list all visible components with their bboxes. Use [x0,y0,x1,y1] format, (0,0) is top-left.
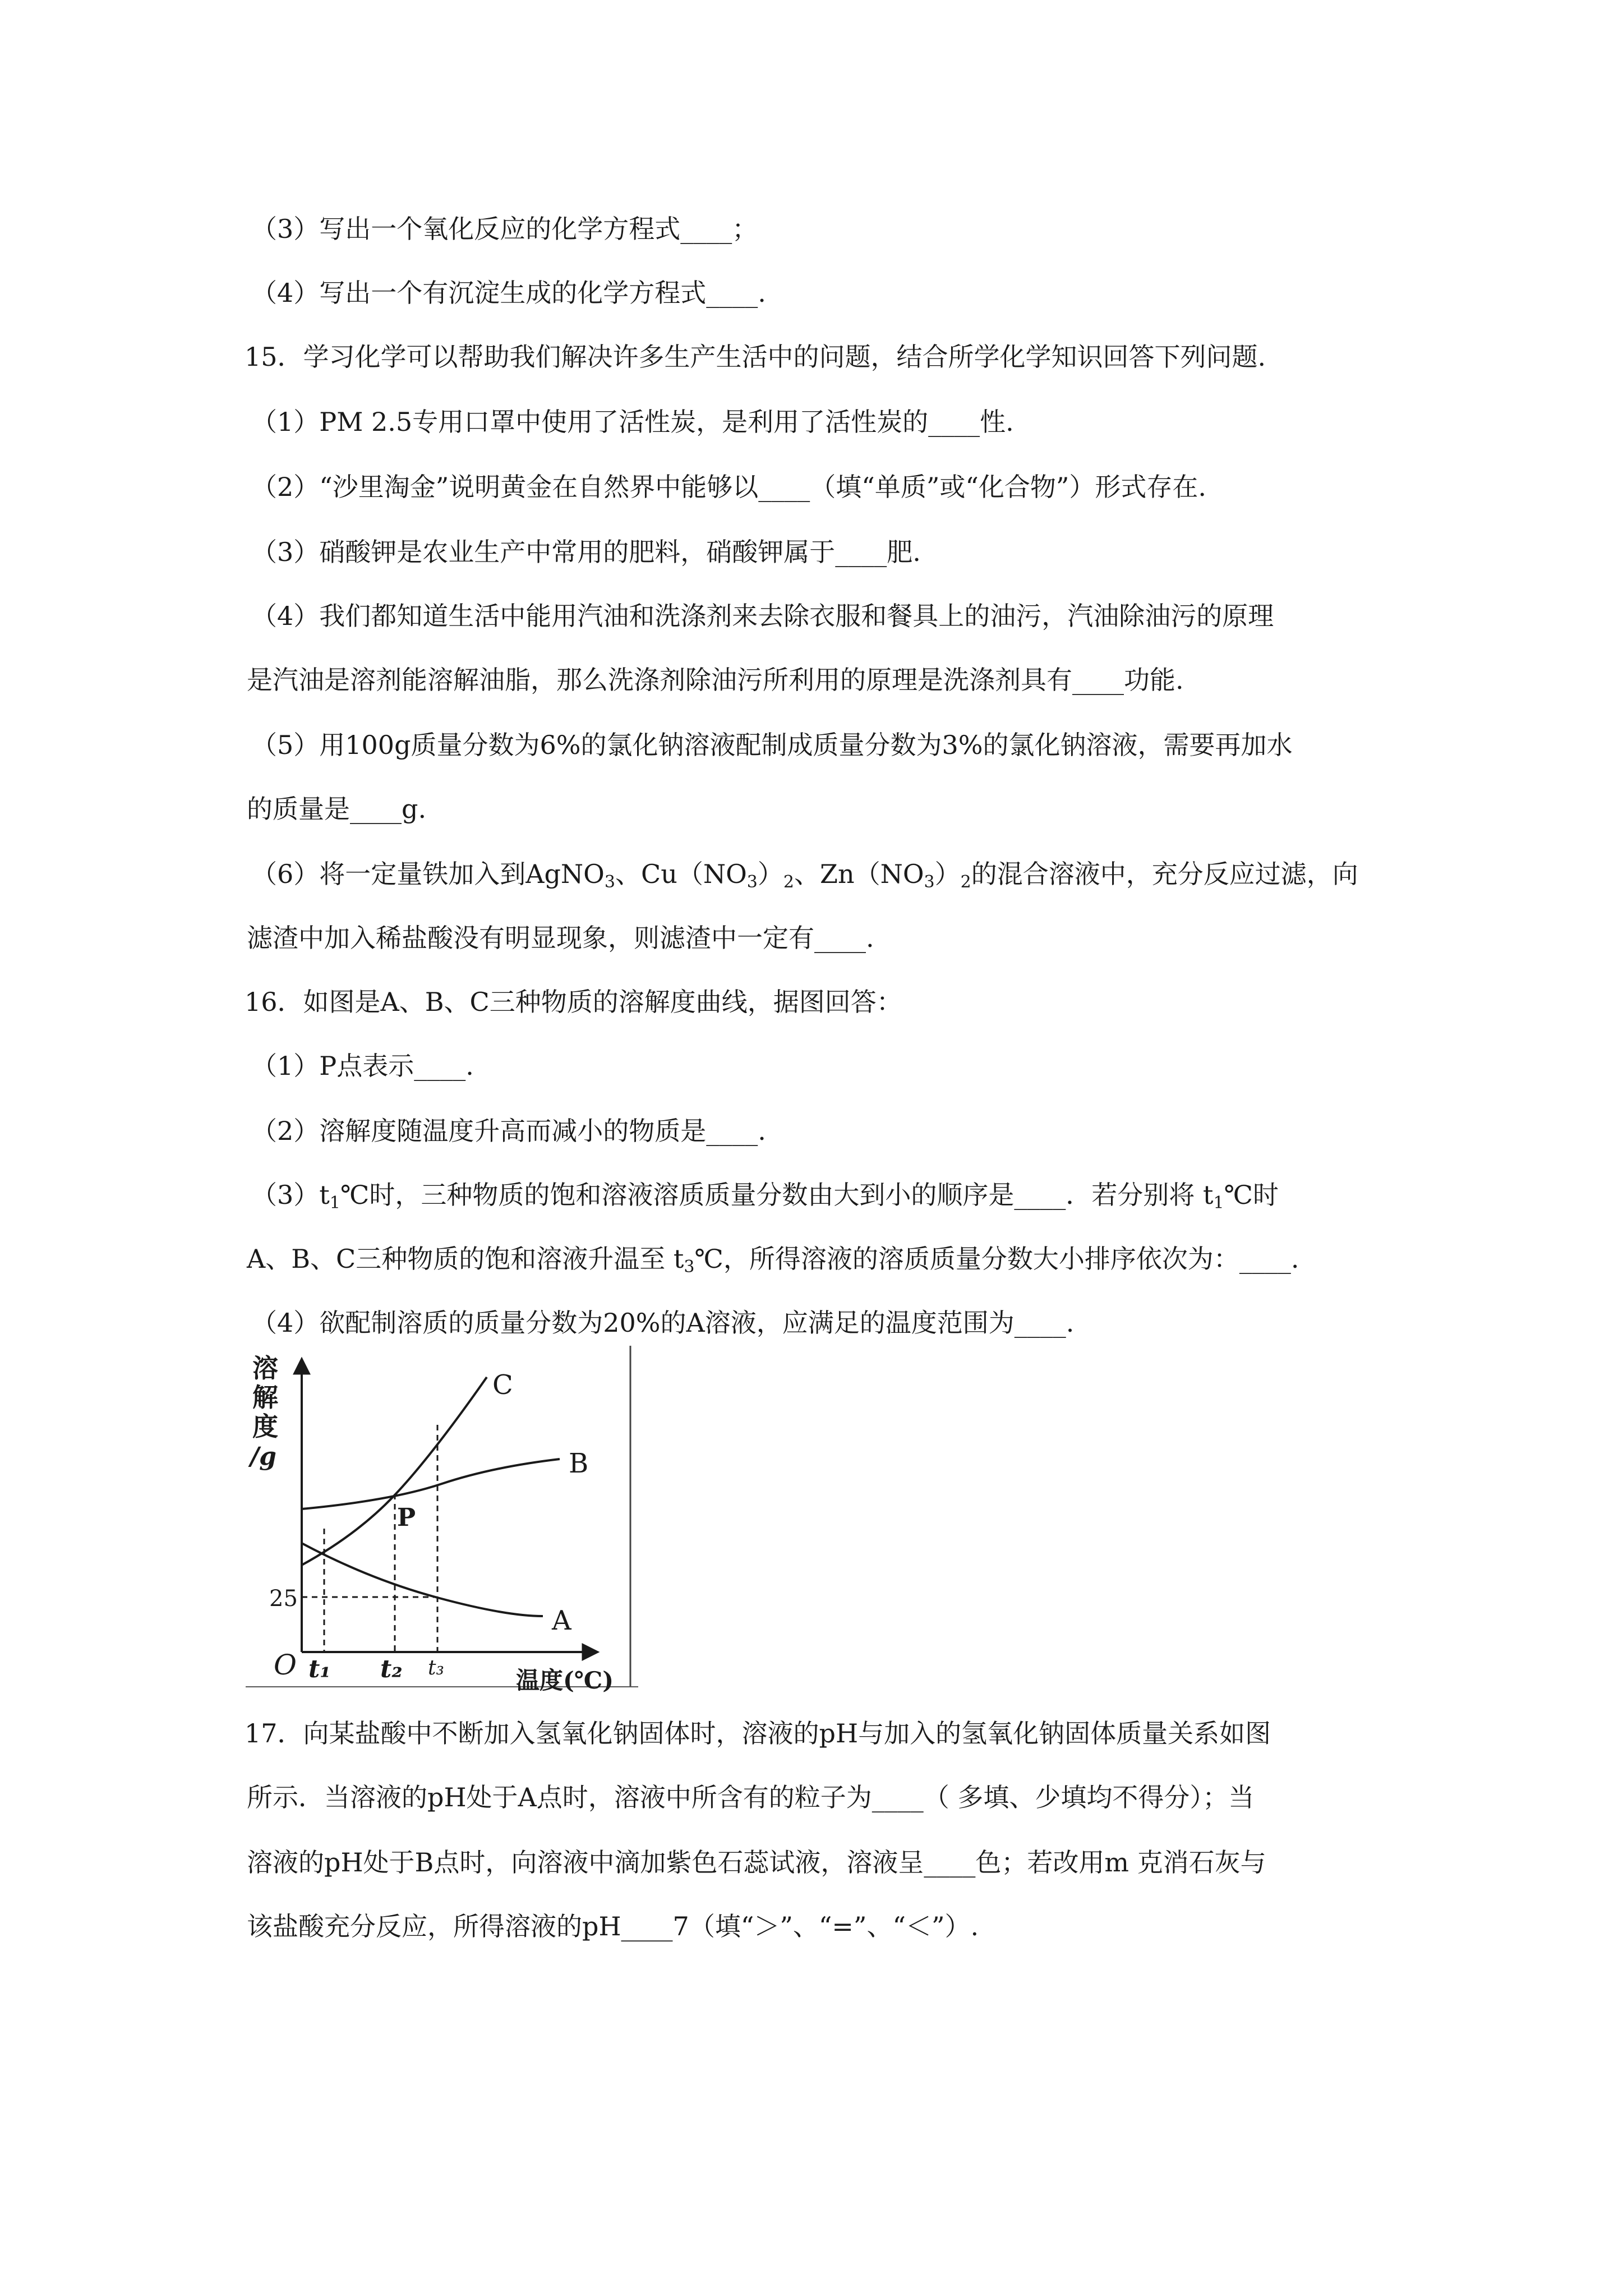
q14-part3: （3）写出一个氧化反应的化学方程式____； [251,214,758,244]
y-axis-label: /g [250,1442,276,1471]
q15-part6-line2: 滤渣中加入稀盐酸没有明显现象，则滤渣中一定有____. [247,923,874,953]
text: ） [934,859,961,889]
q17-line1: 17．向某盐酸中不断加入氢氧化钠固体时，溶液的pH与加入的氢氧化钠固体质量关系如图 [245,1718,1271,1749]
q17-line3: 溶液的pH处于B点时，向溶液中滴加紫色石蕊试液，溶液呈____色；若改用m 克消石灰与 [247,1847,1266,1878]
y-tick-label: 25 [269,1586,298,1612]
curve-label-A: A [552,1605,571,1636]
x-axis-label: 温度(℃) [516,1667,614,1692]
text: （6）将一定量铁加入到AgNO [251,859,605,889]
subscript: 1 [1213,1193,1224,1213]
q17-line4: 该盐酸充分反应，所得溶液的pH____7（填“＞”、“=”、“＜”）. [247,1911,979,1941]
q15-part2: （2）“沙里淘金”说明黄金在自然界中能够以____（填“单质”或“化合物”）形式存在. [251,472,1206,502]
x-tick-label: t₂ [380,1655,403,1683]
origin-label: O [274,1649,297,1681]
subscript: 2 [783,872,794,892]
q15-part6-line1 [251,857,1358,891]
text: ℃，所得溶液的溶质质量分数大小排序依次为：____. [694,1244,1299,1274]
subscript: 1 [329,1193,340,1213]
point-label-P: P [397,1503,416,1532]
subscript: 3 [924,872,935,892]
q16-part4: （4）欲配制溶质的质量分数为20%的A溶液，应满足的温度范围为____. [251,1308,1075,1338]
q16-part3-line2 [247,1242,1299,1276]
solubility-curve-figure [246,1343,638,1692]
q15-part5-line2: 的质量是____g. [247,794,427,824]
q14-part4: （4）写出一个有沉淀生成的化学方程式____. [251,278,766,308]
text: 、Cu（NO [615,859,747,889]
q16-part3-line1 [251,1178,1279,1212]
subscript: 2 [960,872,971,892]
x-tick-label: t₁ [308,1655,331,1683]
q16-part1: （1）P点表示____. [251,1051,474,1081]
q16-part2: （2）溶解度随温度升高而减小的物质是____. [251,1116,766,1146]
y-axis-label: 解 [252,1382,278,1412]
q15-stem: 15．学习化学可以帮助我们解决许多生产生活中的问题，结合所学化学知识回答下列问题. [245,342,1266,372]
text: （3）t [251,1180,330,1210]
curve-label-C: C [492,1369,513,1401]
text: 、Zn（NO [794,859,924,889]
y-axis-label: 度 [252,1411,278,1442]
text: ℃时，三种物质的饱和溶液溶质质量分数由大到小的顺序是____．若分别将 t [340,1180,1214,1210]
text: ） [757,859,783,889]
q15-part3: （3）硝酸钾是农业生产中常用的肥料，硝酸钾属于____肥. [251,537,921,567]
text: 的混合溶液中，充分反应过滤，向 [971,859,1358,889]
x-tick-label: t₃ [428,1657,444,1680]
q15-part4-line1: （4）我们都知道生活中能用汽油和洗涤剂来去除衣服和餐具上的油污，汽油除油污的原理 [251,601,1274,631]
text: A、B、C三种物质的饱和溶液升温至 t [247,1244,684,1274]
q15-part4-line2: 是汽油是溶剂能溶解油脂，那么洗涤剂除油污所利用的原理是洗涤剂具有____功能. [247,665,1184,695]
curve-A [302,1543,543,1616]
y-axis-label: 溶 [252,1353,278,1383]
subscript: 3 [746,872,758,892]
text: ℃时 [1224,1180,1279,1210]
curve-label-B: B [569,1448,589,1479]
subscript: 3 [604,872,615,892]
q16-stem: 16．如图是A、B、C三种物质的溶解度曲线，据图回答： [245,987,902,1017]
curve-B [302,1459,560,1509]
q15-part5-line1: （5）用100g质量分数为6%的氯化钠溶液配制成质量分数为3%的氯化钠溶液，需要再加水 [251,730,1293,760]
q15-part1: （1）PM 2.5专用口罩中使用了活性炭，是利用了活性炭的____性. [251,407,1014,437]
subscript: 3 [684,1257,695,1277]
q17-line2: 所示．当溶液的pH处于A点时，溶液中所含有的粒子为____（ 多填、少填均不得分）；当 [247,1782,1255,1812]
